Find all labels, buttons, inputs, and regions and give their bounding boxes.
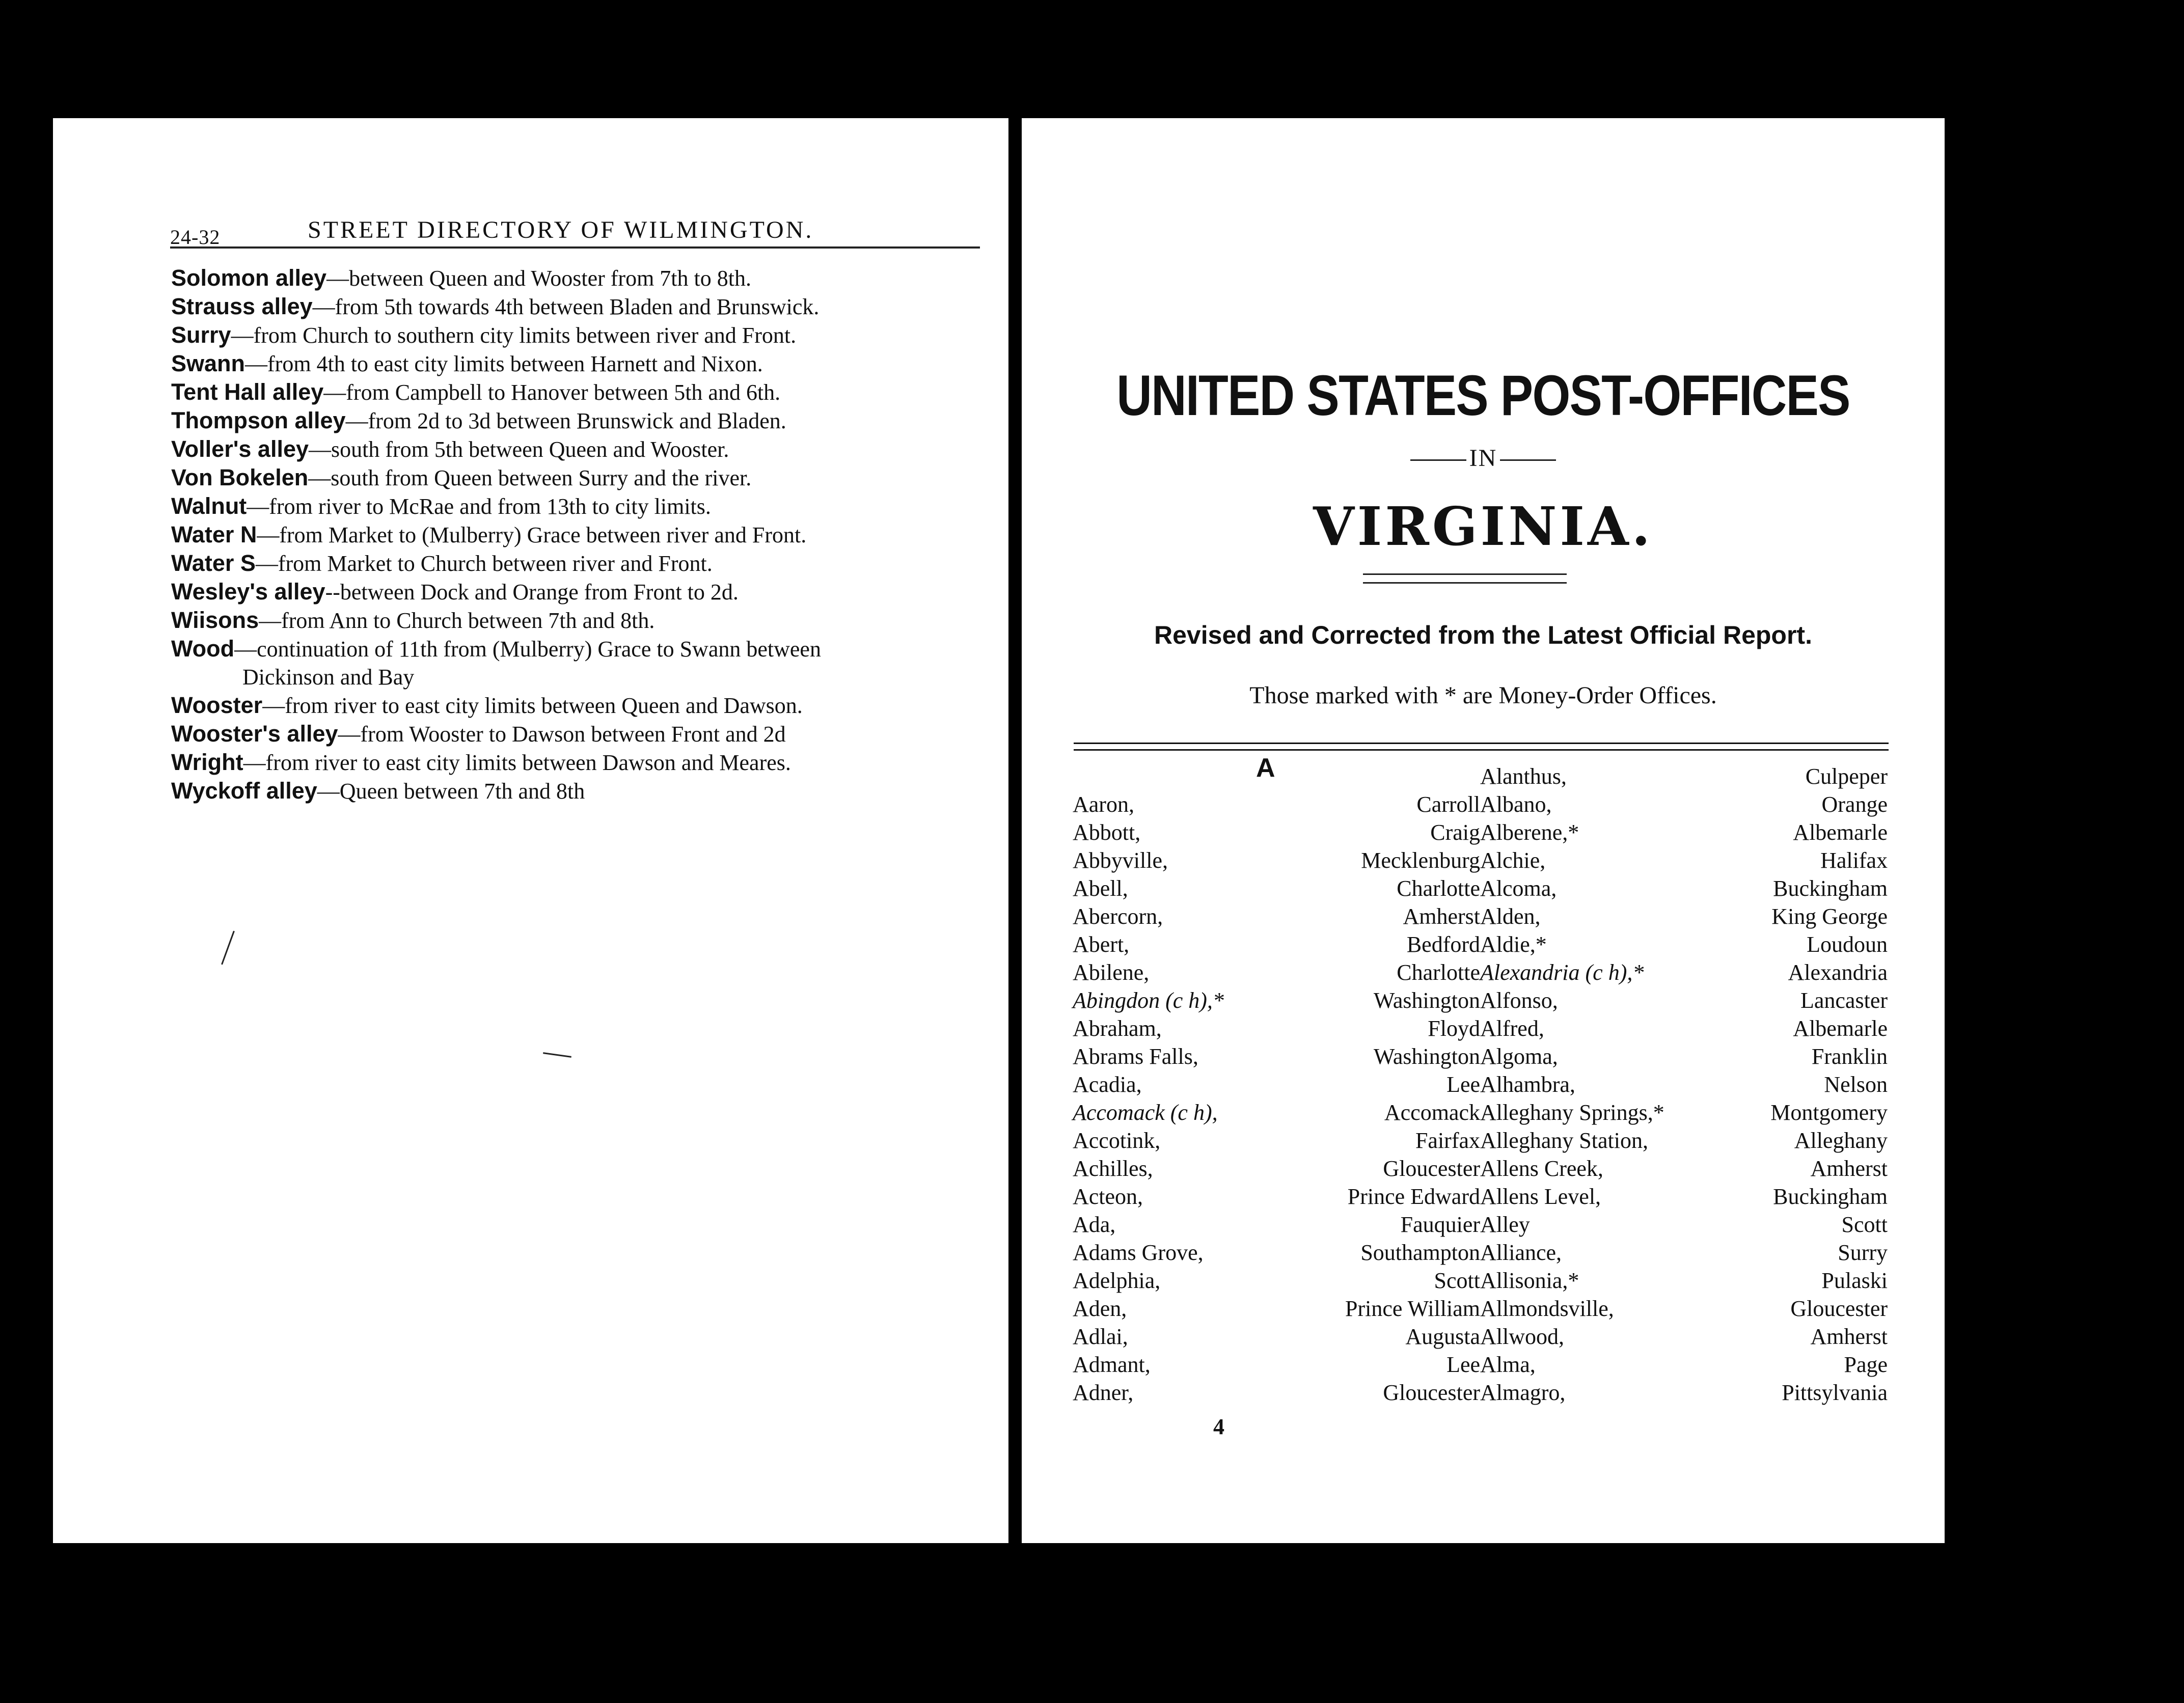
street-description: —from river to east city limits between Dawson and Meares. [243, 750, 791, 775]
street-entry [171, 606, 996, 635]
county-name: Fauquier [1400, 1212, 1480, 1237]
street-entry [171, 349, 996, 378]
post-office-entry [1480, 1211, 1888, 1239]
post-office-name: Admant, [1073, 1352, 1151, 1377]
post-office-entry [1073, 1323, 1480, 1351]
in-line [1022, 444, 1945, 472]
post-office-name: Abrams Falls, [1073, 1044, 1198, 1069]
in-text: IN [1469, 445, 1497, 472]
street-name: Wiisons [171, 607, 259, 633]
street-name: Voller's alley [171, 436, 309, 462]
street-description: --between Dock and Orange from Front to 2d. [325, 580, 739, 605]
post-office-name: Alfred, [1480, 1016, 1544, 1041]
post-office-entry [1073, 1295, 1480, 1323]
county-name: Pittsylvania [1782, 1380, 1888, 1405]
post-office-entry [1073, 1070, 1480, 1098]
post-office-entry [1073, 1379, 1480, 1407]
stray-mark [221, 931, 235, 965]
post-office-name: Acteon, [1073, 1184, 1143, 1209]
post-office-entry [1073, 818, 1480, 846]
street-description: —from Wooster to Dawson between Front and 2d [338, 722, 786, 747]
street-entry [171, 691, 996, 720]
street-name: Wyckoff alley [171, 778, 317, 804]
post-office-name: Achilles, [1073, 1156, 1153, 1181]
street-name: Wooster [171, 692, 263, 718]
post-office-entry [1480, 1183, 1888, 1211]
post-office-entry [1073, 874, 1480, 902]
post-office-name: Accomack (c h), [1073, 1100, 1218, 1125]
county-name: Page [1844, 1352, 1888, 1377]
county-name: Lee [1446, 1072, 1480, 1097]
post-office-entry [1073, 986, 1480, 1014]
street-name: Wooster's alley [171, 721, 338, 747]
double-rule [1363, 573, 1567, 584]
post-office-entry [1480, 818, 1888, 846]
county-name: Scott [1841, 1212, 1888, 1237]
post-office-name: Allisonia,* [1480, 1268, 1579, 1293]
street-description: —south from 5th between Queen and Wooster. [309, 437, 729, 462]
post-office-name: Adner, [1073, 1380, 1134, 1405]
post-office-entry [1073, 1267, 1480, 1295]
county-name: Albemarle [1793, 820, 1888, 845]
street-entry [171, 406, 996, 435]
running-head [170, 216, 980, 249]
post-office-entry [1480, 1295, 1888, 1323]
post-office-name: Abilene, [1073, 960, 1150, 985]
post-office-name: Alleghany Station, [1480, 1128, 1648, 1153]
post-office-entry [1480, 902, 1888, 930]
county-name: Franklin [1811, 1044, 1888, 1069]
street-name: Wesley's alley [171, 579, 325, 605]
county-name: Pulaski [1821, 1268, 1888, 1293]
stray-mark [543, 1052, 571, 1058]
street-description: —from 4th to east city limits between Harnett and Nixon. [245, 351, 763, 376]
county-name: Orange [1821, 792, 1888, 817]
post-office-name: Allens Creek, [1480, 1156, 1603, 1181]
street-entry [171, 463, 996, 492]
county-name: Loudoun [1807, 932, 1888, 957]
county-name: Albemarle [1793, 1016, 1888, 1041]
post-office-entry [1480, 1042, 1888, 1070]
post-office-entry [1073, 846, 1480, 874]
post-office-column-right [1480, 762, 1888, 1407]
street-description: —from Market to Church between river and Front. [255, 551, 713, 576]
money-order-note: Those marked with * are Money-Order Offices. [1249, 682, 1717, 709]
street-description: —continuation of 11th from (Mulberry) Grace to Swann between [234, 637, 821, 662]
section-letter: A [1256, 753, 1275, 783]
street-name: Swann [171, 350, 245, 376]
post-office-entry [1480, 986, 1888, 1014]
post-office-name: Algoma, [1480, 1044, 1558, 1069]
county-name: Scott [1434, 1268, 1480, 1293]
street-description-continued: Dickinson and Bay [242, 665, 415, 690]
page-number: 24-32 [170, 226, 221, 249]
post-office-entry [1480, 1070, 1888, 1098]
post-office-name: Almagro, [1480, 1380, 1566, 1405]
county-name: Floyd [1428, 1016, 1480, 1041]
county-name: Washington [1373, 988, 1480, 1013]
post-office-entry [1480, 790, 1888, 818]
county-name: Surry [1838, 1240, 1888, 1265]
post-office-name: Alliance, [1480, 1240, 1562, 1265]
county-name: Alexandria [1788, 960, 1888, 985]
street-description: —from 2d to 3d between Brunswick and Bladen. [345, 408, 786, 433]
street-name: Thompson alley [171, 407, 346, 433]
post-office-name: Alley [1480, 1212, 1530, 1237]
post-office-name: Abbyville, [1073, 848, 1168, 873]
county-name: Carroll [1416, 792, 1480, 817]
street-entry [171, 520, 996, 549]
dash-right [1500, 459, 1556, 461]
post-office-entry [1073, 958, 1480, 986]
street-entry [171, 492, 996, 520]
post-office-name: Alfonso, [1480, 988, 1558, 1013]
post-office-column-left [1073, 790, 1480, 1407]
post-office-name: Aden, [1073, 1296, 1127, 1321]
post-office-name: Aldie,* [1480, 932, 1547, 957]
county-name: Gloucester [1383, 1380, 1480, 1405]
street-description: —Queen between 7th and 8th [317, 779, 585, 804]
post-office-name: Alma, [1480, 1352, 1536, 1377]
post-office-entry [1073, 902, 1480, 930]
street-entry [171, 720, 996, 748]
post-office-name: Allens Level, [1480, 1184, 1601, 1209]
post-office-entry [1073, 1351, 1480, 1379]
county-name: Culpeper [1805, 764, 1888, 789]
county-name: Charlotte [1397, 876, 1480, 901]
post-office-entry [1073, 1098, 1480, 1127]
post-office-name: Abbott, [1073, 820, 1141, 845]
post-office-name: Allmondsville, [1480, 1296, 1614, 1321]
post-office-name: Accotink, [1073, 1128, 1161, 1153]
street-entry [171, 264, 996, 292]
post-office-entry [1480, 1127, 1888, 1155]
post-office-entry [1480, 1098, 1888, 1127]
post-office-name: Acadia, [1073, 1072, 1142, 1097]
county-name: Buckingham [1773, 1184, 1888, 1209]
post-office-name: Abingdon (c h),* [1073, 988, 1224, 1013]
post-office-entry [1073, 1042, 1480, 1070]
street-name: Strauss alley [171, 293, 313, 319]
post-office-entry [1073, 1155, 1480, 1183]
street-name: Water N [171, 521, 257, 547]
county-name: Gloucester [1790, 1296, 1888, 1321]
county-name: Gloucester [1383, 1156, 1480, 1181]
street-name: Walnut [171, 493, 247, 519]
street-name: Wood [171, 636, 235, 662]
dash-left [1410, 459, 1466, 461]
county-name: Buckingham [1773, 876, 1888, 901]
street-entry [171, 378, 996, 406]
post-office-entry [1480, 846, 1888, 874]
post-office-name: Adelphia, [1073, 1268, 1161, 1293]
post-office-name: Alhambra, [1480, 1072, 1575, 1097]
post-office-name: Adams Grove, [1073, 1240, 1204, 1265]
county-name: Amherst [1810, 1324, 1888, 1349]
post-office-name: Ada, [1073, 1212, 1116, 1237]
county-name: Fairfax [1415, 1128, 1480, 1153]
post-office-entry [1480, 1155, 1888, 1183]
post-office-entry [1480, 958, 1888, 986]
post-office-entry [1073, 1014, 1480, 1042]
post-office-entry [1073, 1239, 1480, 1267]
street-entry [171, 635, 996, 691]
county-name: Southampton [1360, 1240, 1480, 1265]
post-office-entry [1480, 930, 1888, 958]
subtitle: Revised and Corrected from the Latest Official Report. [1154, 621, 1812, 649]
post-office-entry [1480, 1239, 1888, 1267]
street-description: —from river to east city limits between Queen and Dawson. [262, 693, 803, 718]
county-name: Halifax [1820, 848, 1888, 873]
street-name: Wright [171, 749, 243, 775]
street-description: —from 5th towards 4th between Bladen and Brunswick. [312, 294, 820, 319]
street-list [171, 264, 996, 805]
post-office-name: Alchie, [1480, 848, 1546, 873]
county-name: Amherst [1810, 1156, 1888, 1181]
post-office-name: Alleghany Springs,* [1480, 1100, 1664, 1125]
street-description: —from Ann to Church between 7th and 8th. [259, 608, 655, 633]
street-description: —from Church to southern city limits between river and Front. [231, 323, 797, 348]
post-office-name: Abercorn, [1073, 904, 1163, 929]
county-name: Bedford [1406, 932, 1480, 957]
county-name: Mecklenburg [1361, 848, 1480, 873]
post-office-entry [1073, 930, 1480, 958]
street-name: Water S [171, 550, 256, 576]
county-name: Prince Edward [1347, 1184, 1480, 1209]
street-name: Surry [171, 322, 231, 348]
post-office-name: Alberene,* [1480, 820, 1579, 845]
post-office-entry [1480, 762, 1888, 790]
post-office-name: Allwood, [1480, 1324, 1564, 1349]
county-name: Washington [1373, 1044, 1480, 1069]
post-office-name: Aaron, [1073, 792, 1134, 817]
county-name: Charlotte [1397, 960, 1480, 985]
county-name: Accomack [1384, 1100, 1480, 1125]
street-entry [171, 748, 996, 777]
post-office-name: Alexandria (c h),* [1480, 960, 1644, 985]
post-office-entry [1480, 1323, 1888, 1351]
post-office-entry [1073, 790, 1480, 818]
post-office-name: Abell, [1073, 876, 1128, 901]
county-name: Nelson [1824, 1072, 1888, 1097]
street-description: —between Queen and Wooster from 7th to 8th. [326, 266, 751, 291]
post-office-name: Alcoma, [1480, 876, 1557, 901]
right-page [1022, 118, 1945, 1543]
street-description: —from river to McRae and from 13th to city limits. [247, 494, 711, 519]
street-name: Von Bokelen [171, 464, 309, 490]
post-office-entry [1480, 1379, 1888, 1407]
county-name: Alleghany [1794, 1128, 1888, 1153]
post-office-entry [1480, 1267, 1888, 1295]
running-title: STREET DIRECTORY OF WILMINGTON. [308, 216, 814, 243]
street-description: —from Market to (Mulberry) Grace between river and Front. [257, 523, 807, 547]
post-office-name: Albano, [1480, 792, 1552, 817]
post-office-entry [1480, 1014, 1888, 1042]
county-name: Amherst [1403, 904, 1480, 929]
street-entry [171, 578, 996, 606]
county-name: Craig [1430, 820, 1480, 845]
street-entry [171, 777, 996, 805]
post-office-entry [1073, 1127, 1480, 1155]
street-entry [171, 321, 996, 349]
post-office-name: Adlai, [1073, 1324, 1128, 1349]
county-name: Lee [1446, 1352, 1480, 1377]
post-office-name: Abert, [1073, 932, 1130, 957]
folio: 4 [1213, 1414, 1224, 1439]
street-entry [171, 435, 996, 463]
street-entry [171, 292, 996, 321]
post-office-entry [1073, 1211, 1480, 1239]
section-rule [1074, 743, 1889, 751]
state-title: VIRGINIA. [1313, 495, 1653, 558]
left-page [53, 118, 1008, 1543]
county-name: Prince William [1345, 1296, 1480, 1321]
county-name: Lancaster [1800, 988, 1888, 1013]
county-name: Augusta [1405, 1324, 1480, 1349]
street-entry [171, 549, 996, 578]
street-name: Tent Hall alley [171, 379, 324, 405]
post-office-name: Alden, [1480, 904, 1541, 929]
post-office-name: Alanthus, [1480, 764, 1567, 789]
street-name: Solomon alley [171, 265, 327, 291]
post-office-entry [1073, 1183, 1480, 1211]
county-name: Montgomery [1770, 1100, 1888, 1125]
post-office-name: Abraham, [1073, 1016, 1162, 1041]
post-office-entry [1480, 1351, 1888, 1379]
street-description: —south from Queen between Surry and the river. [308, 465, 752, 490]
county-name: King George [1771, 904, 1888, 929]
post-office-entry [1480, 874, 1888, 902]
street-description: —from Campbell to Hanover between 5th and 6th. [323, 380, 781, 405]
page-title: UNITED STATES POST-OFFICES [1116, 364, 1850, 427]
